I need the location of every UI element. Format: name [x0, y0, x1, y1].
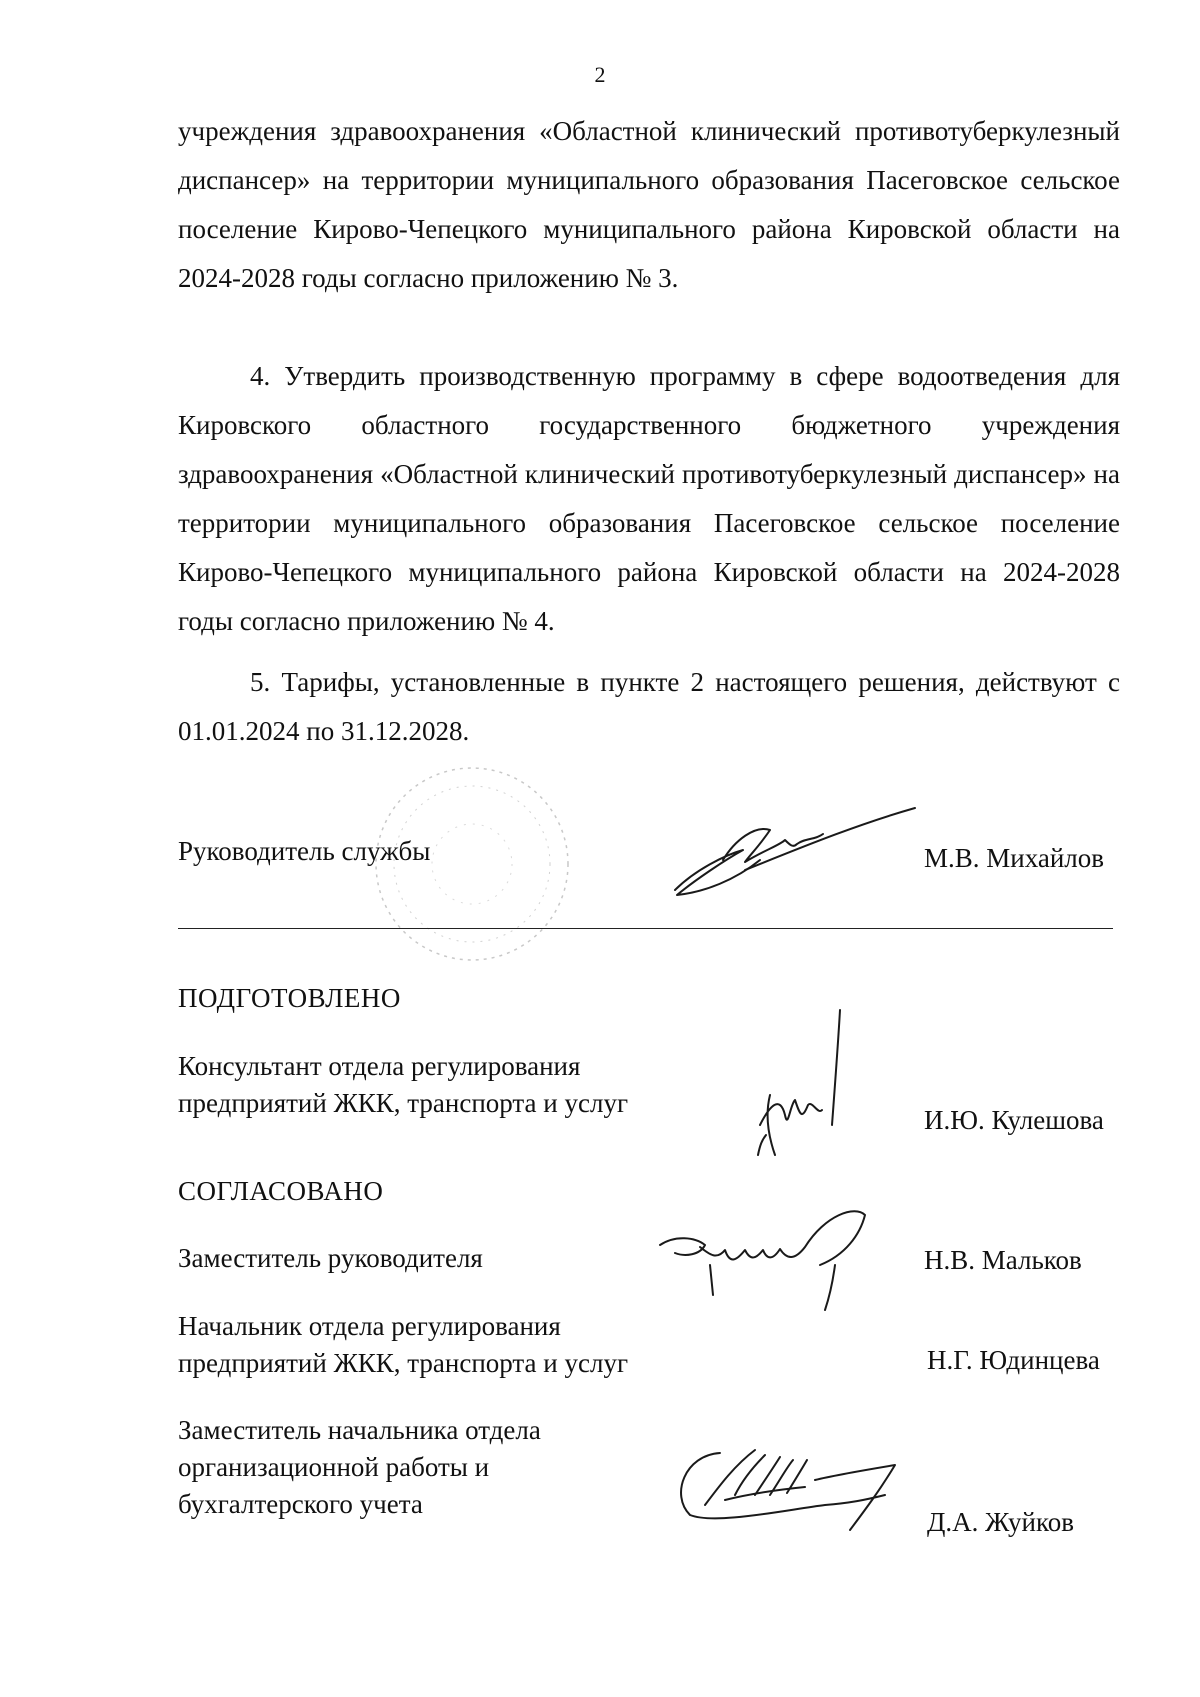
agreed-3-position-line1: Заместитель начальника отдела: [178, 1415, 541, 1445]
signature-zhuykov: [665, 1435, 915, 1535]
separator-line: [178, 928, 1113, 929]
signature-kuleshova: [740, 1005, 870, 1175]
signature-mikhailov: [665, 800, 925, 910]
agreed-3-name: Д.А. Жуйков: [927, 1507, 1074, 1537]
agreed-1-name: Н.В. Мальков: [924, 1245, 1082, 1275]
head-position: Руководитель службы: [178, 836, 431, 866]
prepared-heading: ПОДГОТОВЛЕНО: [178, 983, 401, 1013]
signature-malkov: [655, 1205, 895, 1325]
paragraph-continuation: учреждения здравоохранения «Областной клинический противотуберкулезный диспансер» на территории муниципального образования Пасеговское сельское поселение Кирово-Чепецкого муниципального района Кировской области на 2024-2028 годы согласно приложению № 3.: [178, 116, 1120, 293]
prepared-position-line1: Консультант отдела регулирования: [178, 1051, 581, 1081]
agreed-2-position-line1: Начальник отдела регулирования: [178, 1311, 561, 1341]
paragraph-item-5: 5. Тарифы, установленные в пункте 2 настоящего решения, действуют с 01.01.2024 по 31.12.2028.: [178, 667, 1120, 746]
agreed-2-position-line2: предприятий ЖКК, транспорта и услуг: [178, 1348, 629, 1378]
agreed-3-position-line2: организационной работы и: [178, 1452, 490, 1482]
agreed-3-position-line3: бухгалтерского учета: [178, 1489, 423, 1519]
agreed-2-name: Н.Г. Юдинцева: [927, 1345, 1100, 1375]
agreed-1-position: Заместитель руководителя: [178, 1243, 483, 1273]
page-number: 2: [594, 62, 606, 87]
agreed-heading: СОГЛАСОВАНО: [178, 1176, 384, 1206]
prepared-position-line2: предприятий ЖКК, транспорта и услуг: [178, 1088, 629, 1118]
prepared-name: И.Ю. Кулешова: [924, 1105, 1104, 1135]
paragraph-item-4: 4. Утвердить производственную программу в сфере водоотведения для Кировского областного государственного бюджетного учреждения здравоохранения «Областной клинический противотуберкулезный диспансер» на территории муниципального образования Пасеговское сельское поселение Кирово-Чепецкого муниципального района Кировской области на 2024-2028 годы согласно приложению № 4.: [178, 361, 1120, 636]
head-name: М.В. Михайлов: [924, 843, 1105, 873]
